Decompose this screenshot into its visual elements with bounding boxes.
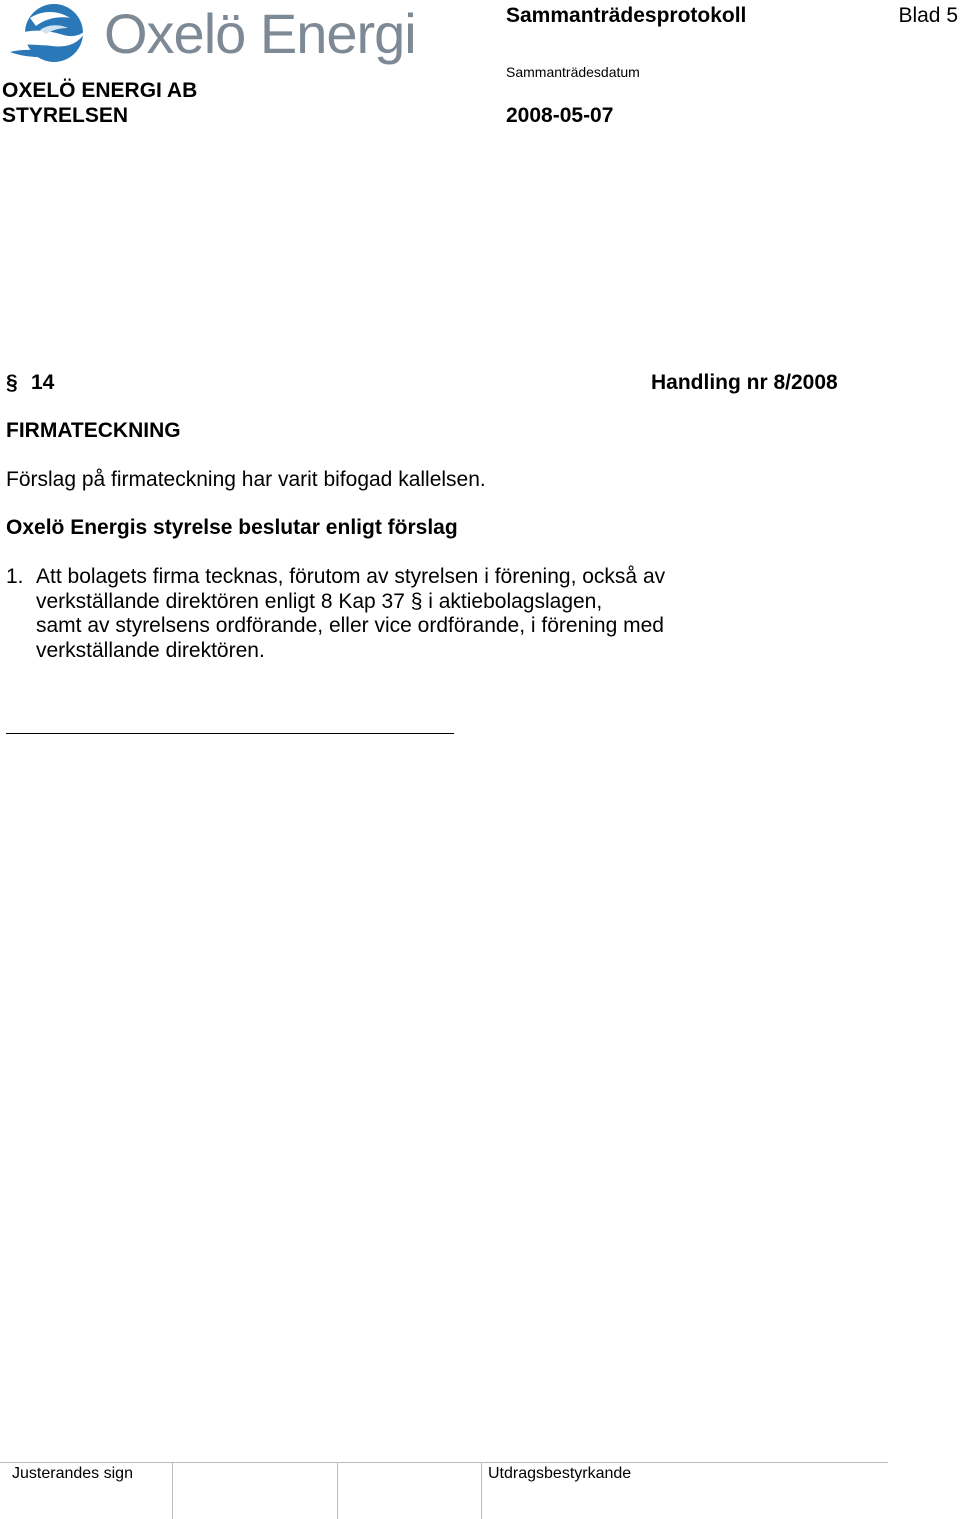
meeting-date: 2008-05-07 bbox=[506, 104, 614, 127]
handling-reference: Handling nr 8/2008 bbox=[651, 371, 838, 394]
company-name: OXELÖ ENERGI AB bbox=[2, 79, 198, 102]
meeting-date-label: Sammanträdesdatum bbox=[506, 64, 640, 80]
list-item-line: verkställande direktören. bbox=[36, 638, 265, 662]
list-item-line: verkställande direktören enligt 8 Kap 37 § i aktiebolagslagen, bbox=[36, 589, 603, 613]
decision-statement: Oxelö Energis styrelse beslutar enligt förslag bbox=[6, 516, 458, 539]
paragraph-sign: § bbox=[6, 371, 18, 394]
footer-divider bbox=[481, 1463, 482, 1519]
footer-divider bbox=[172, 1463, 173, 1519]
page-number: Blad 5 bbox=[898, 4, 958, 27]
board-name: STYRELSEN bbox=[2, 104, 129, 127]
section-number: 14 bbox=[31, 371, 55, 394]
list-item-text bbox=[36, 565, 665, 663]
section-heading: FIRMATECKNING bbox=[6, 419, 181, 442]
signature-line bbox=[6, 733, 454, 734]
protocol-title: Sammanträdesprotokoll bbox=[506, 4, 747, 27]
intro-paragraph: Förslag på firmateckning har varit bifogad kallelsen. bbox=[6, 468, 486, 491]
company-logo bbox=[0, 0, 430, 72]
footer-divider bbox=[337, 1463, 338, 1519]
footer-utdrag-label: Utdragsbestyrkande bbox=[488, 1465, 632, 1482]
footer-signature-table bbox=[0, 1462, 888, 1519]
list-item-number: 1. bbox=[6, 565, 24, 588]
list-item-line: samt av styrelsens ordförande, eller vice ordförande, i förening med bbox=[36, 614, 664, 637]
logo-mark-icon bbox=[0, 0, 90, 70]
footer-justerandes-label: Justerandes sign bbox=[12, 1465, 133, 1482]
list-item-line: Att bolagets firma tecknas, förutom av styrelsen i förening, också av bbox=[36, 565, 666, 588]
logo-wordmark: Oxelö Energi bbox=[104, 2, 416, 65]
